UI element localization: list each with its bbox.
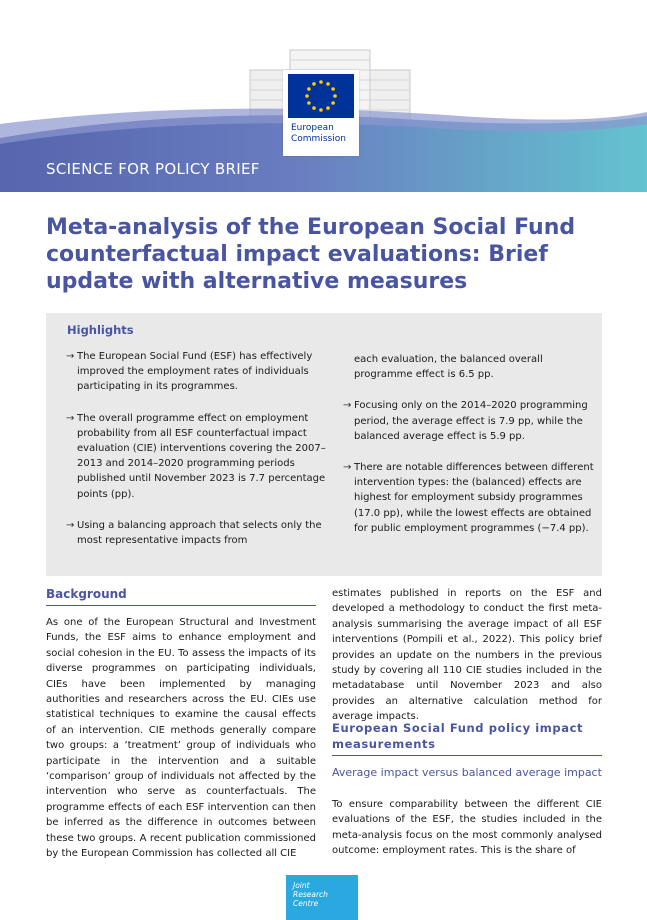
page-title: Meta-analysis of the European Social Fund counterfactual impact evaluations: Brief update with alternative measures	[46, 215, 576, 294]
eu-flag-icon	[288, 74, 354, 118]
arrow-right-icon: →	[343, 462, 352, 474]
background-heading: Background	[46, 587, 316, 606]
organization-name: European Commission	[291, 123, 346, 144]
highlights-box	[46, 313, 602, 576]
list-item: → The European Social Fund (ESF) has effectively improved the employment rates of individuals participating in its programmes.	[66, 351, 313, 393]
highlights-heading: Highlights	[67, 323, 134, 337]
highlights-column-left	[66, 349, 328, 564]
background-text-left: As one of the European Structural and Investment Funds, the ESF aims to enhance employment and social cohesion in the EU. To assess the impacts of its diverse programmes on participating individuals, CIEs have been implemented by managing authorities and researchers across the EU. CIEs use statistical techniques to examine the causal effects of an intervention. CIE methods generally compare two groups: a ‘treatment’ group of individuals who participate in the intervention and a suitable ‘comparison’ group of individuals not affected by the intervention who serve as counterfactuals. The programme effects of each ESF intervention can then be inferred as the difference in outcomes between these two groups. A recent publication commissioned by the European Commission has collected all CIE	[46, 617, 316, 860]
jrc-logo-text: Joint Research Centre	[293, 881, 328, 908]
impact-subheading: Average impact versus balanced average impact	[332, 766, 602, 779]
list-item: → Focusing only on the 2014–2020 programming period, the average effect is 7.9 pp, while the balanced average effect is 5.9 pp.	[343, 400, 588, 442]
list-item: → There are notable differences between different intervention types: the (balanced) effects are highest for employment subsidy programmes (17.0 pp), while the lowest effects are obtained for public employment programmes (−7.4 pp).	[343, 462, 594, 534]
header-banner	[0, 0, 647, 192]
european-commission-logo	[283, 70, 359, 156]
arrow-right-icon: →	[66, 519, 75, 531]
list-item: → The overall programme effect on employment probability from all ESF counterfactual impact evaluation (CIE) interventions covering the 2007–2013 and 2014–2020 programming periods published until November 2023 is 7.7 percentage points (pp).	[66, 412, 326, 500]
background-text-right: estimates published in reports on the ESF and developed a methodology to conduct the first meta-analysis summarising the average impact of all ESF interventions (Pompili et al., 2022). This policy brief provides an update on the numbers in the previous study by covering all 110 CIE studies included in the metadatabase until November 2023 and also provides an alternative calculation method for average impacts.	[332, 588, 602, 723]
jrc-logo	[286, 875, 358, 920]
arrow-right-icon: →	[66, 412, 75, 424]
impact-section-text: To ensure comparability between the different CIE evaluations of the ESF, the studies included in the meta-analysis focus on the most commonly analysed outcome: employment rates. This is the share of	[332, 799, 602, 857]
arrow-right-icon: →	[343, 400, 352, 412]
impact-section-heading: European Social Fund policy impact measurements	[332, 720, 602, 756]
list-item-continuation: each evaluation, the balanced overall programme effect is 6.5 pp.	[354, 354, 543, 381]
highlights-column-right	[343, 352, 595, 552]
series-label: SCIENCE FOR POLICY BRIEF	[46, 160, 260, 178]
arrow-right-icon: →	[66, 351, 75, 362]
list-item: → Using a balancing approach that selects only the most representative impacts from	[66, 519, 322, 547]
